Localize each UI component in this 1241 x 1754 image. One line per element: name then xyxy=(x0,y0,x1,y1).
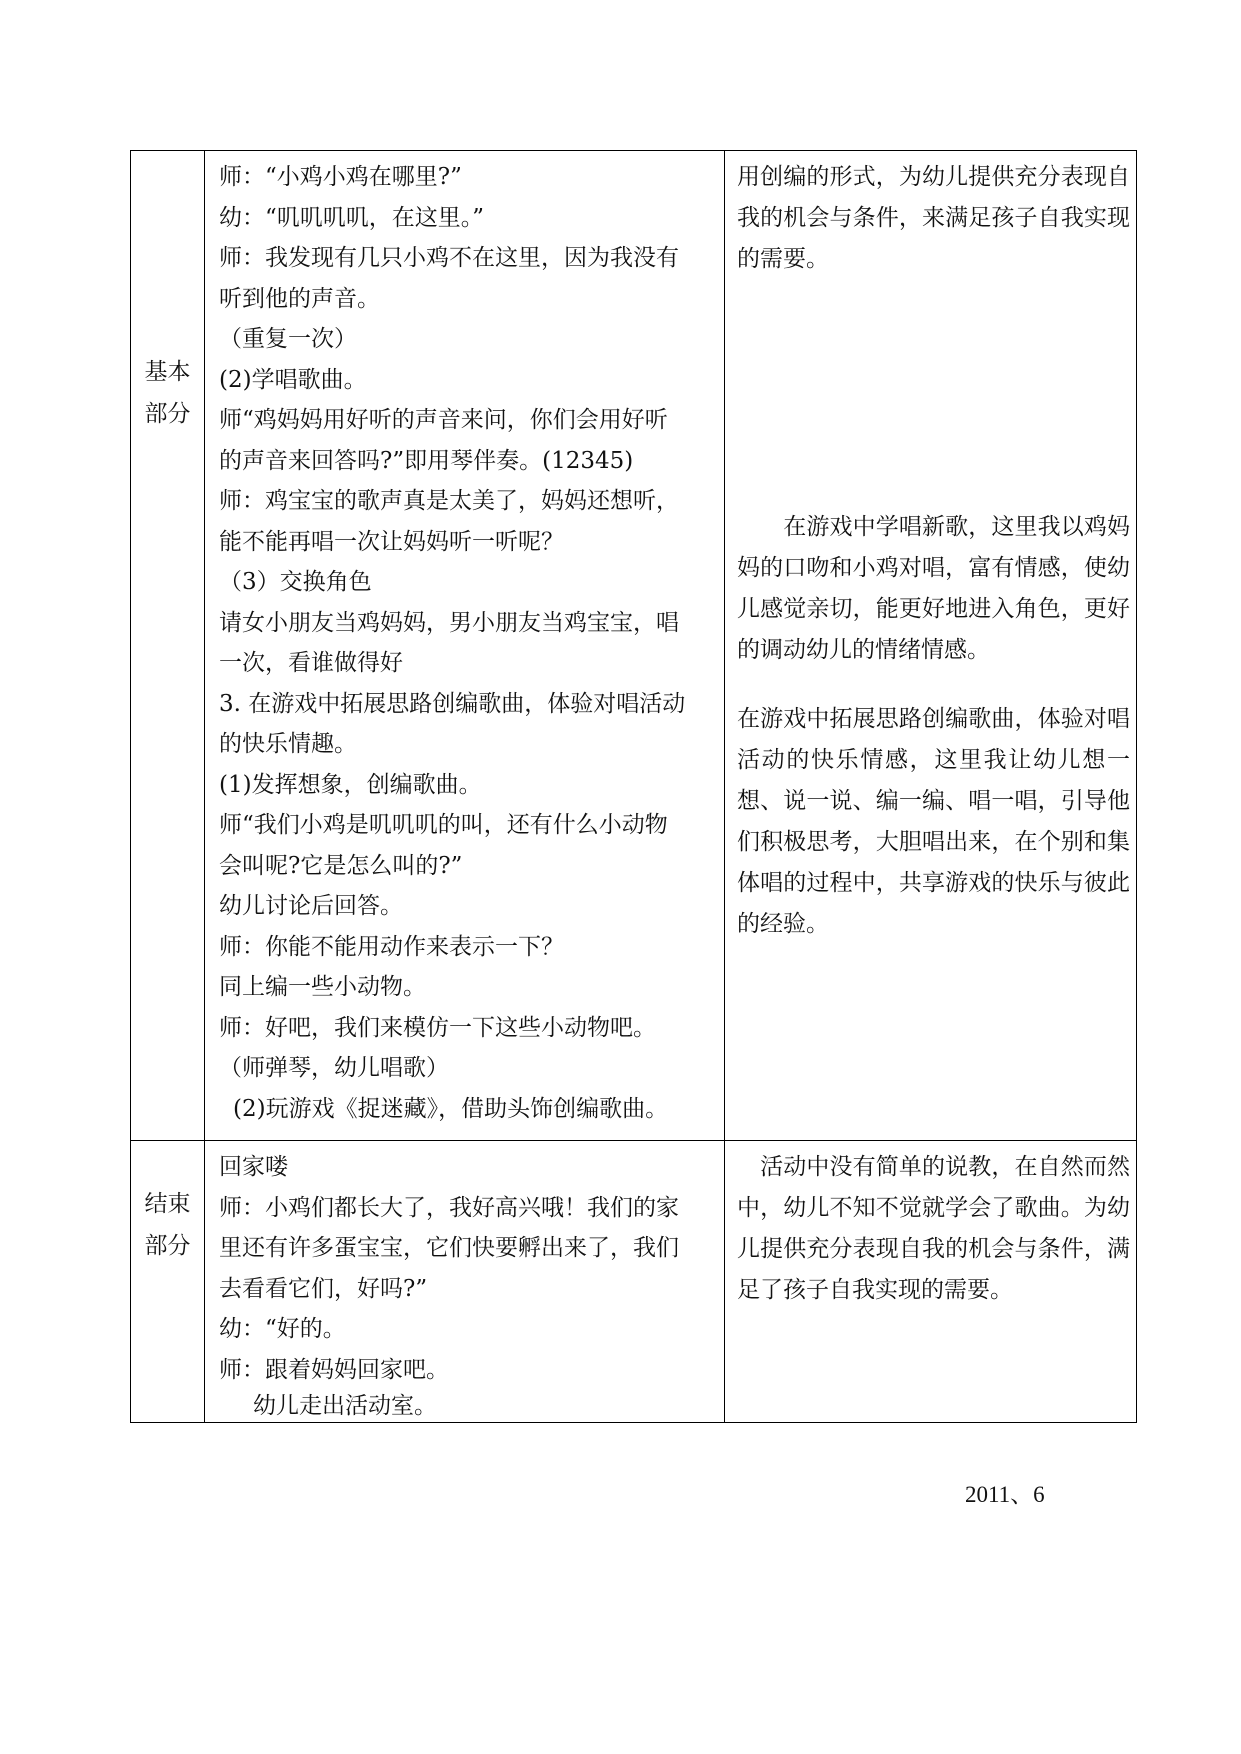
content-line: 回家喽 xyxy=(219,1154,288,1180)
content-line: 师“我们小鸡是叽叽叽的叫，还有什么小动物 xyxy=(219,812,668,838)
content-line: 一次，看谁做得好 xyxy=(219,650,403,676)
notes-cell xyxy=(725,1141,1137,1423)
content-line: 听到他的声音。 xyxy=(219,285,380,312)
content-line: 师：我发现有几只小鸡不在这里，因为我没有 xyxy=(219,245,679,271)
note-paragraph: 在游戏中学唱新歌，这里我以鸡妈妈的口吻和小鸡对唱，富有情感，使幼儿感觉亲切，能更好地进入角色，更好的调动幼儿的情绪情感。 xyxy=(737,514,1130,663)
content-line: （3）交换角色 xyxy=(219,569,372,595)
content-cell xyxy=(205,151,725,1141)
content-line: 师：小鸡们都长大了，我好高兴哦！我们的家 xyxy=(219,1194,679,1221)
content-cell xyxy=(205,1141,725,1423)
document-date: 2011、6 xyxy=(965,1482,1045,1507)
content-line: 去看看它们，好吗?” xyxy=(219,1275,428,1302)
content-line: 请女小朋友当鸡妈妈，男小朋友当鸡宝宝，唱 xyxy=(219,609,679,636)
section-label-end xyxy=(131,1141,204,1267)
content-line: (2)学唱歌曲。 xyxy=(219,366,367,393)
table-row-basic xyxy=(131,151,1137,1141)
content-line: 里还有许多蛋宝宝，它们快要孵出来了，我们 xyxy=(219,1235,679,1261)
content-line: 师“鸡妈妈用好听的声音来问，你们会用好听 xyxy=(219,407,668,433)
content-line: 的声音来回答吗?”即用琴伴奏。(12345) xyxy=(219,447,634,474)
label-line: 结束 xyxy=(144,1191,191,1217)
label-line: 部分 xyxy=(144,1233,191,1259)
section-label-basic xyxy=(131,151,204,435)
content-line: (2)玩游戏《捉迷藏》，借助头饰创编歌曲。 xyxy=(233,1095,669,1122)
label-line: 部分 xyxy=(144,401,191,427)
design-notes-end xyxy=(725,1141,1136,1311)
content-line: (1)发挥想象，创编歌曲。 xyxy=(219,771,482,798)
content-line: 幼儿讨论后回答。 xyxy=(219,893,403,919)
section-label-cell xyxy=(131,151,205,1141)
activity-content-basic xyxy=(205,151,724,1129)
content-line: 师：“小鸡小鸡在哪里?” xyxy=(219,164,462,190)
content-line: 能不能再唱一次让妈妈听一听呢？ xyxy=(219,528,564,555)
note-paragraph: 活动中没有简单的说教，在自然而然中，幼儿不知不觉就学会了歌曲。为幼儿提供充分表现自我的机会与条件，满足了孩子自我实现的需要。 xyxy=(737,1154,1130,1303)
content-line: （师弹琴，幼儿唱歌） xyxy=(219,1055,449,1081)
content-line: 同上编一些小动物。 xyxy=(219,974,426,1000)
content-line: 幼：“叽叽叽叽，在这里。” xyxy=(219,204,485,231)
content-line: 会叫呢?它是怎么叫的?” xyxy=(219,852,463,879)
content-line: 师：你能不能用动作来表示一下？ xyxy=(219,933,564,960)
activity-content-end xyxy=(205,1141,724,1422)
note-paragraph: 在游戏中拓展思路创编歌曲，体验对唱活动的快乐情感，这里我让幼儿想一想、说一说、编一编、唱一唱，引导他们积极思考，大胆唱出来，在个别和集体唱的过程中，共享游戏的快乐与彼此的经验。 xyxy=(737,706,1130,937)
content-line: （重复一次） xyxy=(219,326,357,352)
content-line: 师：鸡宝宝的歌声真是太美了，妈妈还想听， xyxy=(219,488,679,514)
content-line: 师：跟着妈妈回家吧。 xyxy=(219,1356,449,1383)
content-line: 3. 在游戏中拓展思路创编歌曲，体验对唱活动 xyxy=(219,690,686,717)
content-line: 师：好吧，我们来模仿一下这些小动物吧。 xyxy=(219,1014,656,1041)
lesson-plan-table xyxy=(130,150,1137,1423)
section-label-cell xyxy=(131,1141,205,1423)
content-line: 幼儿走出活动室。 xyxy=(253,1393,437,1419)
design-notes-basic xyxy=(725,151,1136,945)
notes-cell xyxy=(725,151,1137,1141)
content-line: 幼：“好的。 xyxy=(219,1316,346,1342)
content-line: 的快乐情趣。 xyxy=(219,731,357,757)
table-row-end xyxy=(131,1141,1137,1423)
label-line: 基本 xyxy=(144,359,191,385)
note-paragraph: 用创编的形式，为幼儿提供充分表现自我的机会与条件，来满足孩子自我实现的需要。 xyxy=(737,164,1130,272)
